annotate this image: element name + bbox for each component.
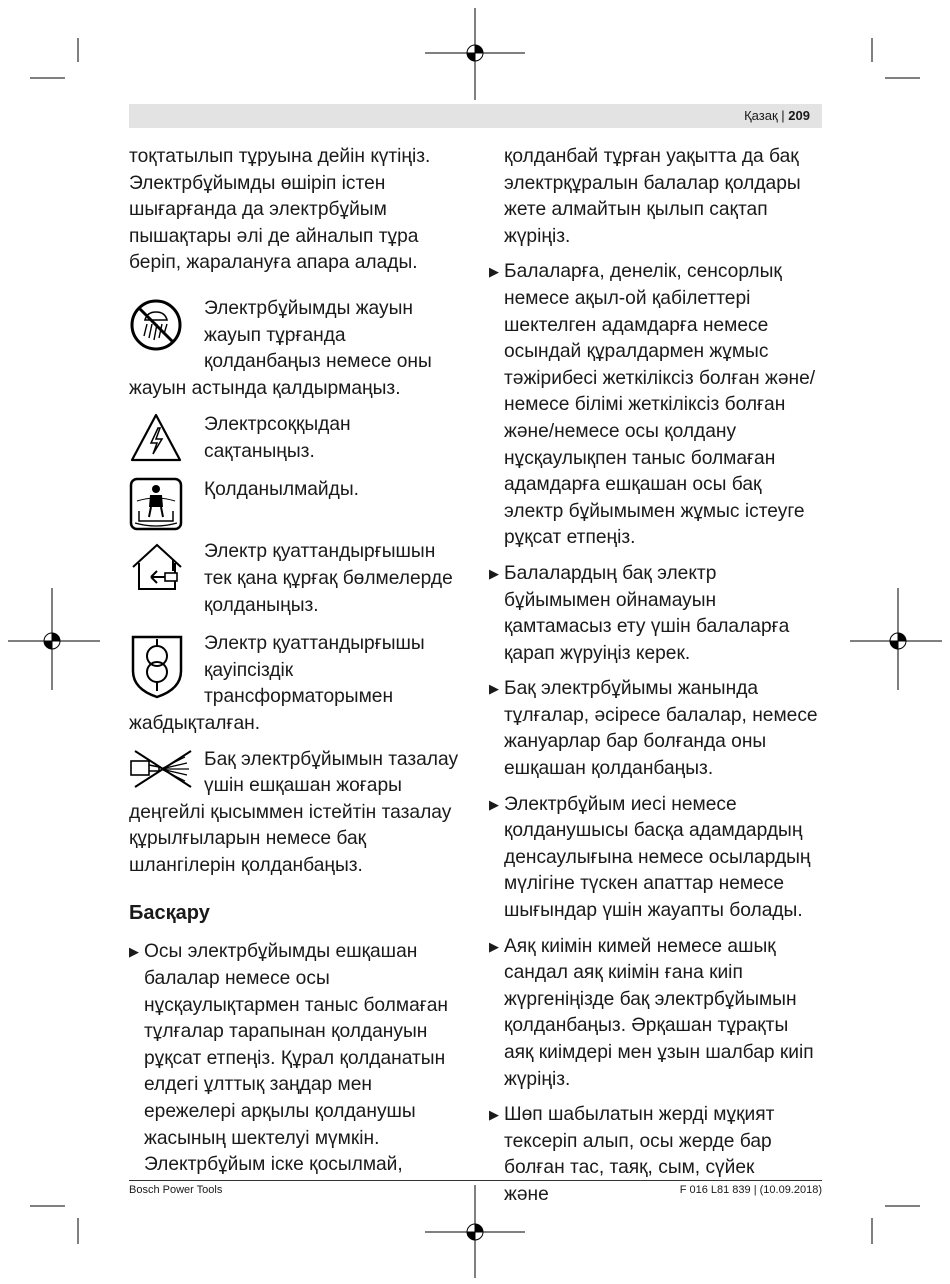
bullet-triangle-icon: ▶ [489, 264, 499, 280]
section-title: Басқару [129, 902, 210, 925]
bullet-triangle-icon: ▶ [489, 681, 499, 697]
bullet-text: Шөп шабылатын жерді мұқият тексеріп алып, осы жерде бар болған тас, таяқ, сым, сүйек және [504, 1104, 775, 1205]
no-pressure-washer-icon [129, 747, 195, 793]
list-item [489, 561, 804, 667]
rain-warning-block [129, 296, 464, 402]
not-used-label: Қолданылмайды. [204, 479, 359, 501]
washer-line5: шлангілерін қолданбаңыз. [129, 854, 363, 876]
bullet-text: Балаларға, денелік, сенсорлық немесе ақыл-ой қабілеттері шектелген адамдарға немесе осындай құралдармен жұмыс тәжірибесі жеткіліксіз болған және/немесе білімі жеткіліксіз болған және/немесе осы қолдану нұсқаулықпен таныс болмаған адамдарға ешқашан осы бақ электр бұйымымен жұмыс істеуге рұқсат етпеңіз. [504, 261, 816, 549]
intro-paragraph: тоқтатылып тұруына дейін күтіңіз. Электрбұйымды өшіріп істен шығарғанда да электрбұйым пышақтары әлі де айналып тұра беріп, жаралануға апара алады. [129, 146, 431, 274]
shock-warning-line2: сақтаныңыз. [204, 440, 315, 462]
indoor-use-block [129, 539, 464, 619]
rain-warning-line4: жауын астында қалдырмаңыз. [129, 377, 401, 399]
bullet-triangle-icon: ▶ [489, 796, 499, 812]
bullet-triangle-icon: ▶ [489, 1107, 499, 1123]
left-column [129, 144, 464, 1179]
not-used-block [129, 477, 464, 533]
indoor-use-line1: Электр қуаттандырғышын [204, 541, 436, 563]
rain-warning-line1: Электрбұйымды жауын [204, 297, 413, 319]
header-language: Қазақ [744, 108, 778, 123]
person-in-frame-icon [129, 477, 183, 531]
indoor-use-line3: қолданыңыз. [204, 594, 319, 616]
continuation-paragraph: қолданбай тұрған уақытта да бақ электрқұралын балалар қолдары жете алмайтын қылып сақтап жүріңіз. [504, 146, 801, 247]
bullet-triangle-icon: ▶ [489, 938, 499, 954]
pressure-washer-block [129, 747, 464, 880]
shock-warning-line1: Электрсоққыдан [204, 414, 351, 436]
transformer-line1: Электр қуаттандырғышы [204, 633, 425, 655]
bullet-text: Балалардың бақ электр бұйымымен ойнамауын қамтамасыз ету үшін балаларға қарап жүруіңіз керек. [504, 562, 790, 664]
indoor-use-line2: тек қана құрғақ бөлмелерде [204, 567, 453, 589]
bullet-text: Электрбұйым иесі немесе қолданушысы басқа адамдардың денсаулығына немесе осылардың мүлігіне түскен апаттар немесе шығындар үшін жауапты болады. [504, 793, 811, 922]
washer-line4: құрылғыларын немесе бақ [129, 828, 367, 850]
washer-line3: деңгейлі қысыммен істейтін тазалау [129, 801, 452, 823]
header-separator: | [781, 108, 785, 123]
rain-warning-line3: қолданбаңыз немесе оны [204, 351, 432, 373]
transformer-block [129, 631, 464, 737]
footer-brand: Bosch Power Tools [129, 1184, 223, 1196]
footer-divider [129, 1180, 822, 1181]
footer-doc-code: F 016 L81 839 | (10.09.2018) [679, 1184, 822, 1196]
list-item [489, 259, 822, 552]
right-column [489, 144, 829, 1209]
rain-warning-line2: жауып тұрғанда [204, 324, 346, 346]
washer-line1: Бақ электрбұйымын тазалау [204, 748, 459, 770]
list-item [489, 676, 829, 782]
list-item [489, 934, 822, 1094]
transformer-line2: қауіпсіздік [204, 659, 294, 681]
house-plug-icon [129, 541, 185, 593]
washer-line2: үшін ешқашан жоғары [204, 775, 402, 797]
page-header [129, 104, 822, 128]
bullet-text: Аяқ киімін кимей немесе ашық сандал аяқ киімін ғана киіп жүргеніңізде бақ электрбұйымын қолданбаңыз. Әрқашан тұрақты аяқ киімдері мен ұзын шалбар киіп жүріңіз. [504, 935, 814, 1090]
list-item [489, 792, 834, 925]
bullet-triangle-icon: ▶ [489, 565, 499, 581]
bullet-triangle-icon: ▶ [129, 944, 139, 960]
page-number: 209 [788, 108, 810, 123]
bullet-text: Осы электрбұйымды ешқашан балалар немесе осы нұсқаулықтармен таныс болмаған тұлғалар тарапынан қолдануын рұқсат етпеңіз. Құрал қолданатын елдегі ұлттық заңдар мен ережелері арқылы қолданушы жасының шектелуі мүмкін. Электрбұйым іске қосылмай, [144, 941, 449, 1176]
header-label [744, 108, 810, 123]
safety-transformer-icon [129, 633, 185, 699]
electric-shock-warning-icon [129, 412, 183, 464]
transformer-line4: жабдықталған. [129, 712, 261, 734]
bullet-text: Бақ электрбұйымы жанында тұлғалар, әсіресе балалар, немесе жануарлар бар болғанда оны ешқашан қолданбаңыз. [504, 678, 818, 780]
no-rain-icon [129, 298, 183, 352]
list-item [129, 939, 454, 1178]
transformer-line3: трансформаторымен [204, 686, 394, 708]
shock-warning-block [129, 412, 464, 468]
